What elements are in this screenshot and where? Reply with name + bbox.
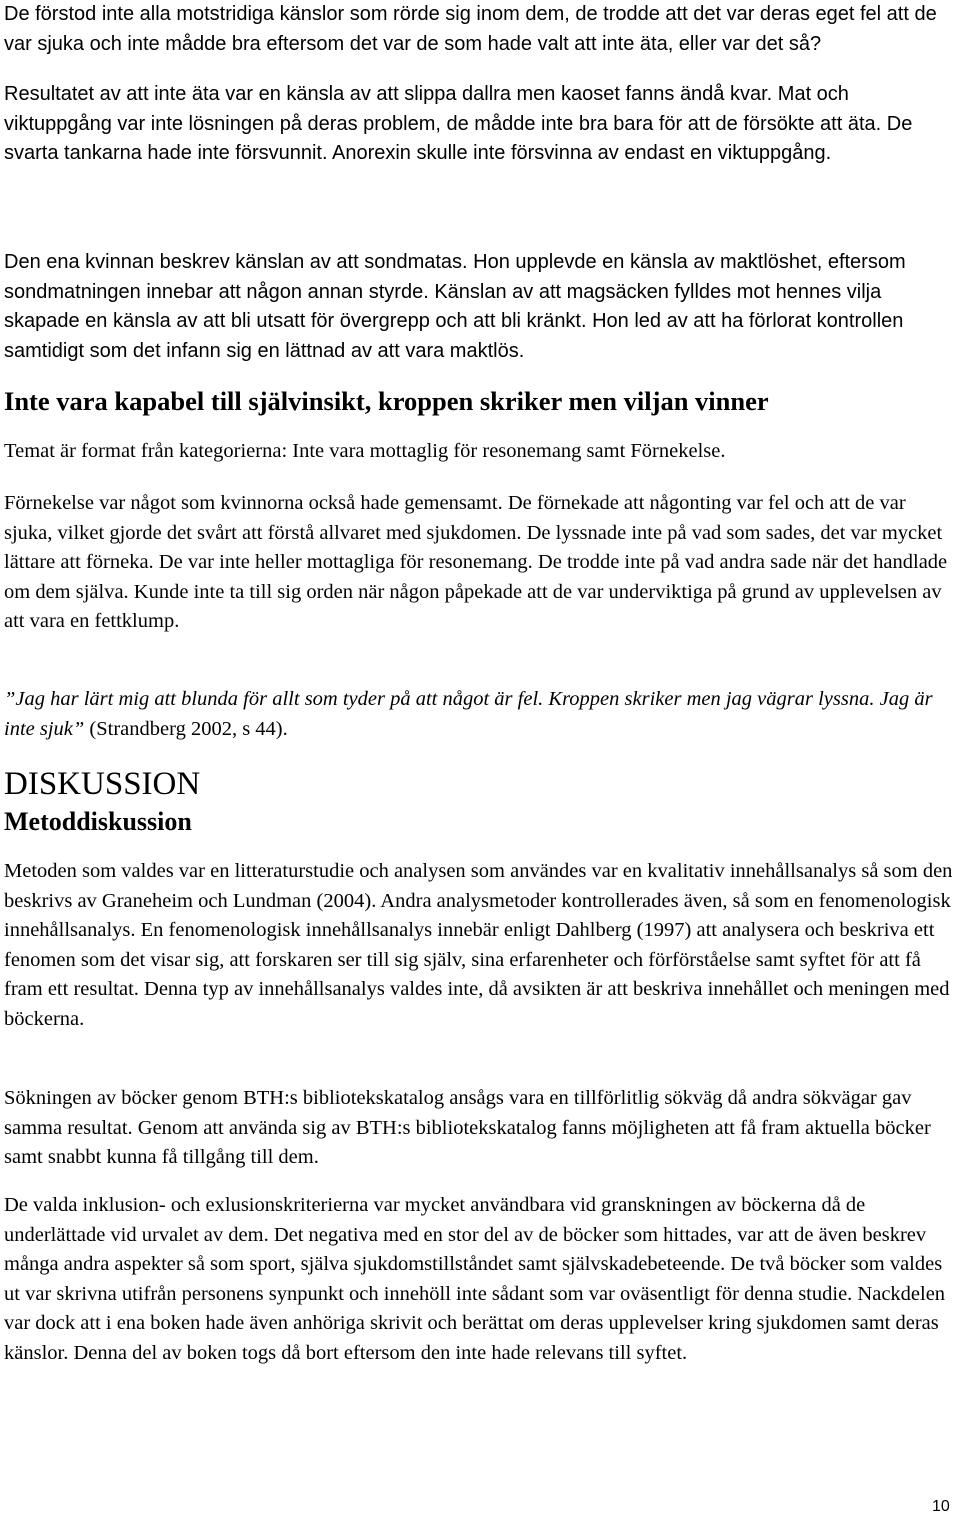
paragraph-sokning: Sökningen av böcker genom BTH:s bibliotekskatalog ansågs vara en tillförlitlig sökväg då andra sökvägar gav samma resultat. Genom att använda sig av BTH:s bibliotekskatalog fanns möjligheten att få fram aktuella böcker samt snabbt kunna få tillgång till dem. [4, 1087, 931, 1169]
paragraph-metod: Metoden som valdes var en litteraturstudie och analysen som användes var en kvalitativ innehållsanalys så som den beskrivs av Graneheim och Lundman (2004). Andra analysmetoder kontrollerades även, så som en fenomenologisk innehållsanalys. En fenomenologisk innehållsanalys innebär enligt Dahlberg (1997) att analysera och beskriva ett fenomen som det visar sig, att forskaren ser till sig själv, sina erfarenheter och förförståelse samt syftet för att få fram ett resultat. Denna typ av innehållsanalys valdes inte, då avsikten är att beskriva innehållet och meningen med böckerna. [4, 860, 953, 1030]
metoddiskussion-heading: Metoddiskussion [4, 807, 192, 836]
paragraph-sondmatning: Den ena kvinnan beskrev känslan av att sondmatas. Hon upplevde en känsla av maktlöshet, eftersom sondmatningen innebar att någon annan styrde. Känslan av att magsäcken fylldes mot hennes vilja skapade en känsla av att bli utsatt för övergrepp och att bli kränkt. Hon led av att ha förlorat kontrollen samtidigt som det infann sig en lättnad av att vara maktlös. [4, 251, 906, 362]
quote-citation: (Strandberg 2002, s 44). [84, 717, 288, 740]
paragraph-temat: Temat är format från kategorierna: Inte vara mottaglig för resonemang samt Förnekelse. [4, 440, 726, 462]
page-number: 10 [932, 1498, 950, 1515]
paragraph-inklusion: De valda inklusion- och exlusionskriterierna var mycket användbara vid granskningen av böckerna då de underlättade vid urvalet av dem. Det negativa med en stor del av de böcker som hittades, var att de även beskrev många andra aspekter så som sport, själva sjukdomstillståndet samt självskadebeteende. De två böcker som valdes ut var skrivna utifrån personens synpunkt och innehöll inte sådant som var oväsentligt för denna studie. Nackdelen var dock att i ena boken hade även anhöriga skrivit och berättat om deras upplevelser kring sjukdomen samt deras känslor. Denna del av boken togs då bort eftersom den inte hade relevans till syftet. [4, 1194, 946, 1364]
quote-paragraph [4, 685, 956, 744]
section-heading: Inte vara kapabel till självinsikt, kroppen skriker men viljan vinner [4, 386, 769, 416]
paragraph-resultat: Resultatet av att inte äta var en känsla av att slippa dallra men kaoset fanns ändå kvar. Mat och viktuppgång var inte lösningen på deras problem, de mådde inte bra bara för att de försökte att äta. De svarta tankarna hade inte försvunnit. Anorexin skulle inte försvinna av endast en viktuppgång. [4, 83, 913, 164]
paragraph-fornekelse: Förnekelse var något som kvinnorna också hade gemensamt. De förnekade att någonting var fel och att de var sjuka, vilket gjorde det svårt att förstå allvaret med sjukdomen. De lyssnade inte på vad som sades, det var mycket lättare att förneka. De var inte heller mottagliga för resonemang. De trodde inte på vad andra sade när det handlade om dem själva. Kunde inte ta till sig orden när någon påpekade att de var underviktiga på grund av upplevelsen av att vara en fettklump. [4, 492, 948, 633]
paragraph-intro: De förstod inte alla motstridiga känslor som rörde sig inom dem, de trodde att det var deras eget fel att de var sjuka och inte mådde bra eftersom det var de som hade valt att inte äta, eller var det så? [4, 3, 937, 55]
quote-text: ”Jag har lärt mig att blunda för allt som tyder på att något är fel. Kroppen skriker men jag vägrar lyssna. Jag är inte sjuk” [4, 688, 933, 740]
diskussion-heading: DISKUSSION [4, 766, 201, 802]
